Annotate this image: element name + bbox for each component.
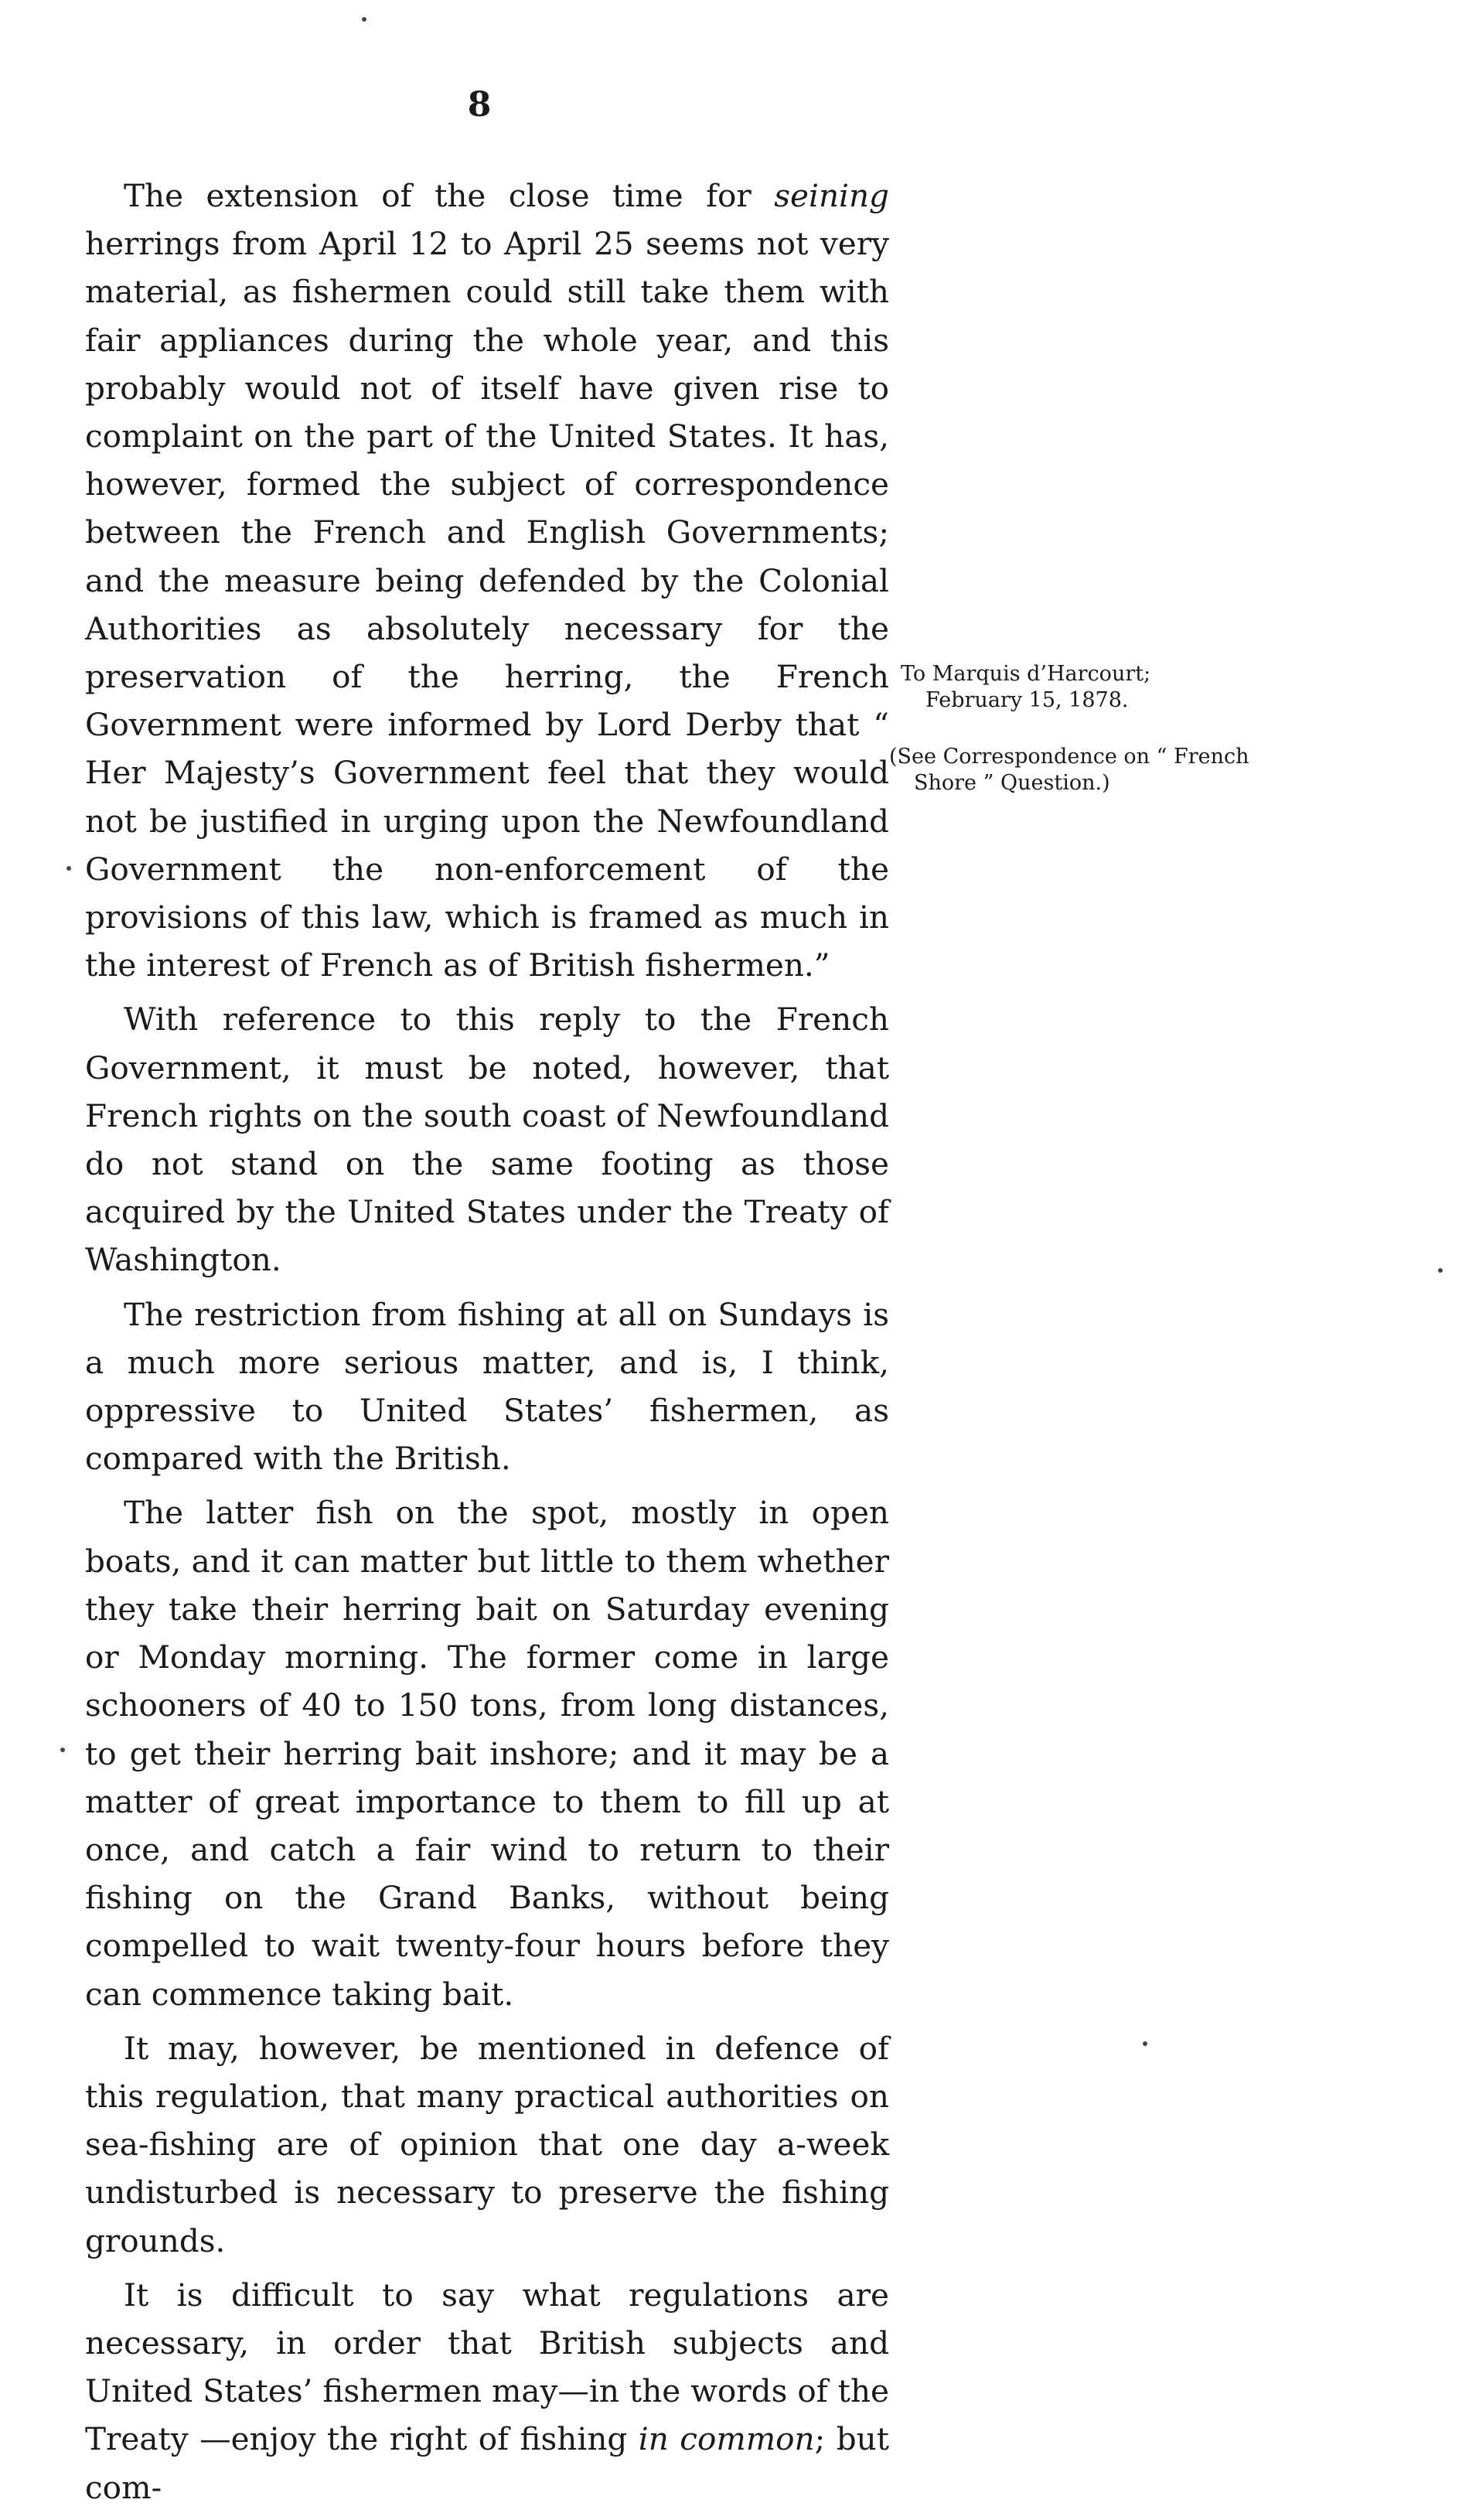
paragraph-text: The extension of the close time for xyxy=(124,177,775,214)
scan-speck xyxy=(362,17,366,22)
paragraph-text: It is difficult to say what regulations are necessary, in order that British subjects and United States’ fishermen may—in the words of the Treaty —enjoy the right of fishing xyxy=(85,2276,889,2458)
margin-note-line: (See Correspondence on “ French xyxy=(889,745,1249,769)
scan-speck xyxy=(1438,1268,1443,1273)
paragraph-text: ; but com- xyxy=(85,2420,889,2506)
paragraph-text: herrings from April 12 to April 25 seems not very material, as fishermen could still take them with fair appliances during the whole year, and this probably would not of itself have given rise to complaint on the part of the United States. It has, however, formed the subject of correspondence between the French and English Governments; and the measure being defended by the Colonial Authorities as absolutely necessary for the preservation of the herring, the French Government were informed by Lord Derby that “ Her Majesty’s Government feel that they would not be justified in urging upon the Newfoundland Government the non-enforcement of the provisions of this law, which is framed as much in the interest of French as of British fishermen.” xyxy=(85,225,889,984)
scan-speck xyxy=(66,866,71,871)
margin-note-line: Shore ” Question.) xyxy=(914,771,1110,795)
body-text xyxy=(85,172,889,2518)
margin-note-correspondence xyxy=(889,744,1446,796)
scan-speck xyxy=(1143,2041,1147,2046)
paragraph-french-rights: With reference to this reply to the French Government, it must be noted, however, that French rights on the south coast of Newfoundland do not stand on the same footing as those acquired by the United States under the Treaty of Washington. xyxy=(85,1001,889,1279)
margin-note-line: To Marquis d’Harcourt; xyxy=(901,662,1151,686)
italic-term: in common xyxy=(638,2420,815,2458)
margin-note-harcourt xyxy=(901,661,1334,714)
paragraph-close-time xyxy=(85,172,889,989)
page-number: 8 xyxy=(467,85,492,124)
paragraph-regulations xyxy=(85,2271,889,2511)
scan-speck xyxy=(60,1748,65,1752)
margin-note-line: February 15, 1878. xyxy=(925,688,1129,712)
paragraph-sunday-restriction: The restriction from fishing at all on Sundays is a much more serious matter, and is, I think, oppressive to United States’ fishermen, as compared with the British. xyxy=(85,1295,889,1478)
paragraph-open-boats: The latter fish on the spot, mostly in open boats, and it can matter but little to them whether they take their herring bait on Saturday evening or Monday morning. The former come in large schooners of 40 to 150 tons, from long distances, to get their herring bait inshore; and it may be a matter of great importance to them to fill up at once, and catch a fair wind to return to their fishing on the Grand Banks, without being compelled to wait twenty-four hours before they can commence taking bait. xyxy=(85,1494,889,2013)
italic-term: seining xyxy=(774,177,889,214)
paragraph-defence: It may, however, be mentioned in defence of this regulation, that many practical authorities on sea-fishing are of opinion that one day a-week undisturbed is necessary to preserve the fishing grounds. xyxy=(85,2029,889,2259)
